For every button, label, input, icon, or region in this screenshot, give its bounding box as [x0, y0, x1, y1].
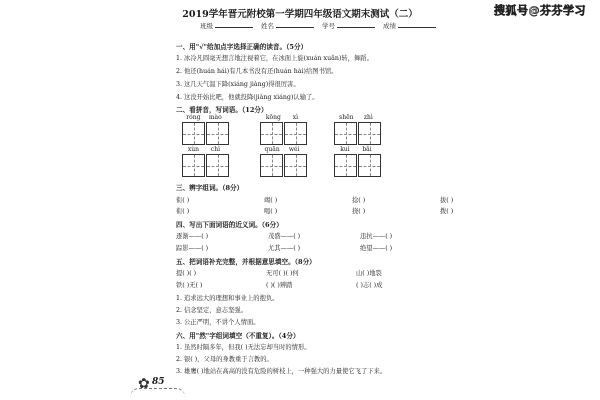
writing-box[interactable] — [260, 154, 283, 177]
student-info — [200, 21, 436, 30]
page-number: 85 — [152, 377, 165, 387]
writing-box[interactable] — [334, 154, 357, 177]
writing-box[interactable] — [206, 154, 229, 177]
number-field: 学号 — [322, 21, 375, 30]
pinyin-grid: quān wéi — [260, 146, 308, 177]
writing-box[interactable] — [260, 122, 283, 145]
flower-icon: ✿ — [138, 376, 150, 392]
q5-word-row: 铁( )无( ) ( )( )辨踏 ( )志( )成 — [176, 282, 383, 289]
q1-item: 4. 这没开始比吧，他就投降(jiàng xiáng)认输了。 — [176, 94, 319, 101]
pinyin-grid: róng mào — [182, 114, 230, 145]
writing-box[interactable] — [284, 122, 307, 145]
q6-item: 1. 虽然时隔多年，但我( )无法忘却当时的情形。 — [176, 344, 311, 351]
name-field: 姓名 — [261, 21, 314, 30]
writing-box[interactable] — [182, 154, 205, 177]
section-2-title: 二、看拼音，写词语。（12分） — [176, 106, 268, 114]
section-1-title: 一、用"√"给加点字选择正确的读音。（5分） — [176, 43, 308, 51]
q6-item: 3. 雄鹰( )地站在高高的没有危险的树枝上，一种强大的力量使它飞了下来。 — [176, 368, 387, 375]
class-field: 班级 — [200, 21, 253, 30]
q6-item: 2. 银( )，父母的身教重于言教的。 — [176, 356, 273, 363]
q3-row: 衔( ) 竭( ) 捻( ) 拔( ) — [176, 197, 454, 204]
q5-sentence: 2. 信念坚定，意志坚强。 — [176, 307, 247, 314]
section-6-title: 六、用"然"字组词填空（不重复）。（4分） — [176, 332, 300, 340]
q1-item: 1. 冰冷凡圆毫无想言地注视着它，在冰面上旋(xuán xuǎn)转，舞蹈。 — [176, 55, 373, 62]
writing-box[interactable] — [334, 122, 357, 145]
q4-row: 逐渐——( ) 茂盛——( ) 违抗——( ) — [176, 233, 393, 240]
writing-box[interactable] — [182, 122, 205, 145]
pinyin-grid: shēn zhì — [334, 114, 382, 145]
writing-box[interactable] — [284, 154, 307, 177]
section-5-title: 五、把词语补充完整，并根据意思填空。（8分） — [176, 258, 316, 266]
q5-sentence: 3. 公正严明，不讲个人情面。 — [176, 319, 260, 326]
pinyin-grid: kōng xì — [260, 114, 308, 145]
page-title: 2019学年晋元附校第一学期四年级语文期末测试（二） — [182, 9, 418, 20]
section-3-title: 三、辨字组词。（8分） — [176, 184, 244, 192]
writing-box[interactable] — [358, 122, 381, 145]
score-field: 成绩 — [383, 21, 436, 30]
pinyin-grid: kuì bǎi — [334, 146, 382, 177]
vine-decoration — [130, 388, 185, 397]
q5-word-row: 提( )( ) 无可( )( )何 山( )地裂 — [176, 270, 382, 277]
q1-item: 3. 这几天气温下降(xiáng jiàng)得很厉害。 — [176, 81, 300, 88]
q3-row: 衔( ) 喝( ) 挠( ) 拨( ) — [176, 208, 454, 215]
watermark: 搜狐号@芬芬学习 — [494, 4, 586, 17]
writing-box[interactable] — [206, 122, 229, 145]
writing-box[interactable] — [358, 154, 381, 177]
pinyin-grid: xùn chì — [182, 146, 230, 177]
q1-item: 2. 他还(huán hái)有几本书没有还(huán hái)给图书馆。 — [176, 68, 338, 75]
q5-sentence: 1. 追求远大的理想和事业上的抱负。 — [176, 295, 279, 302]
q4-row: 踪影——( ) 尤其——( ) 绝望——( ) — [176, 245, 393, 252]
section-4-title: 四、写出下面词语的近义词。（6分） — [176, 221, 283, 229]
